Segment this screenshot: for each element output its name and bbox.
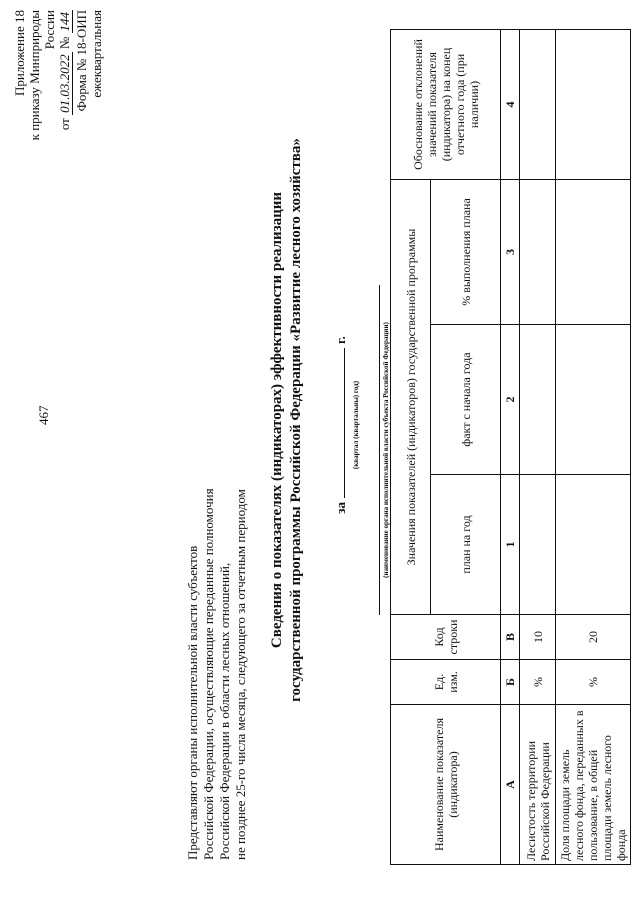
col-number: 1 bbox=[501, 475, 520, 615]
submission-line: Российской Федерации, осуществляющие переданные полномочия bbox=[201, 488, 216, 860]
row-plan bbox=[556, 475, 631, 615]
row-percent bbox=[556, 180, 631, 325]
appendix-from: от bbox=[57, 118, 72, 131]
appendix-order: к приказу Минприроды России bbox=[27, 10, 57, 141]
period-blank bbox=[334, 348, 345, 498]
col-number: 2 bbox=[501, 325, 520, 475]
document-title bbox=[268, 60, 306, 780]
form-frequency: ежеквартальная bbox=[89, 10, 104, 98]
appendix-order-number: 144 bbox=[57, 12, 72, 32]
col-number: 4 bbox=[501, 30, 520, 180]
submission-note bbox=[185, 440, 249, 860]
header-name: Наименование показателя (индикатора) bbox=[391, 705, 501, 865]
period-caption: (квартал (квартальны) год) bbox=[352, 380, 360, 470]
submission-line: Представляют органы исполнительной власти субъектов bbox=[185, 545, 200, 860]
page-number: 467 bbox=[36, 405, 51, 425]
col-number: Б bbox=[501, 660, 520, 705]
period-suffix: г. bbox=[333, 336, 348, 344]
table-row bbox=[520, 30, 556, 865]
col-number: 3 bbox=[501, 180, 520, 325]
col-number: В bbox=[501, 615, 520, 660]
row-fact bbox=[520, 325, 556, 475]
appendix-header bbox=[12, 10, 72, 170]
numbering-row bbox=[501, 30, 520, 865]
appendix-no-sign: № bbox=[57, 36, 72, 50]
row-name: Лесистость территории Российской Федерации bbox=[520, 705, 556, 865]
header-values-group: Значения показателей (индикаторов) государственной программы bbox=[391, 180, 431, 615]
report-period bbox=[333, 275, 349, 575]
table-row bbox=[556, 30, 631, 865]
header-justification: Обоснование отклонений значений показателя (индикатора) на конец отчетного года (при наличии) bbox=[391, 30, 501, 180]
form-id bbox=[74, 10, 104, 155]
header-plan: план на год bbox=[431, 475, 501, 615]
header-code: Код строки bbox=[391, 615, 501, 660]
row-name: Доля площади земель лесного фонда, переданных в пользование, в общей площади земель лесного фонда bbox=[556, 705, 631, 865]
period-prefix: за bbox=[333, 501, 348, 514]
row-justification bbox=[556, 30, 631, 180]
row-plan bbox=[520, 475, 556, 615]
org-blank-line bbox=[375, 285, 380, 615]
form-number: Форма № 18-ОИП bbox=[74, 10, 89, 112]
col-number: А bbox=[501, 705, 520, 865]
row-unit: % bbox=[556, 660, 631, 705]
indicators-table bbox=[390, 29, 631, 865]
title-line: государственной программы Российской Федерации «Развитие лесного хозяйства» bbox=[288, 138, 304, 702]
submission-line: Российской Федерации в области лесных отношений, bbox=[217, 562, 232, 860]
header-fact: факт с начала года bbox=[431, 325, 501, 475]
header-percent: % выполнения плана bbox=[431, 180, 501, 325]
row-code: 10 bbox=[520, 615, 556, 660]
appendix-date-line bbox=[57, 10, 72, 170]
row-fact bbox=[556, 325, 631, 475]
row-percent bbox=[520, 180, 556, 325]
org-caption: (наименование органа исполнительной власти субъекта Российской Федерации) bbox=[382, 322, 390, 578]
row-unit: % bbox=[520, 660, 556, 705]
title-line: Сведения о показателях (индикаторах) эффективности реализации bbox=[269, 191, 285, 649]
appendix-date: 01.03.2022 bbox=[57, 54, 72, 113]
header-row bbox=[391, 30, 431, 865]
header-unit: Ед. изм. bbox=[391, 660, 501, 705]
row-justification bbox=[520, 30, 556, 180]
submission-line: не позднее 25-го числа месяца, следующего за отчетным периодом bbox=[233, 489, 248, 860]
appendix-number: Приложение 18 bbox=[12, 10, 27, 97]
row-code: 20 bbox=[556, 615, 631, 660]
